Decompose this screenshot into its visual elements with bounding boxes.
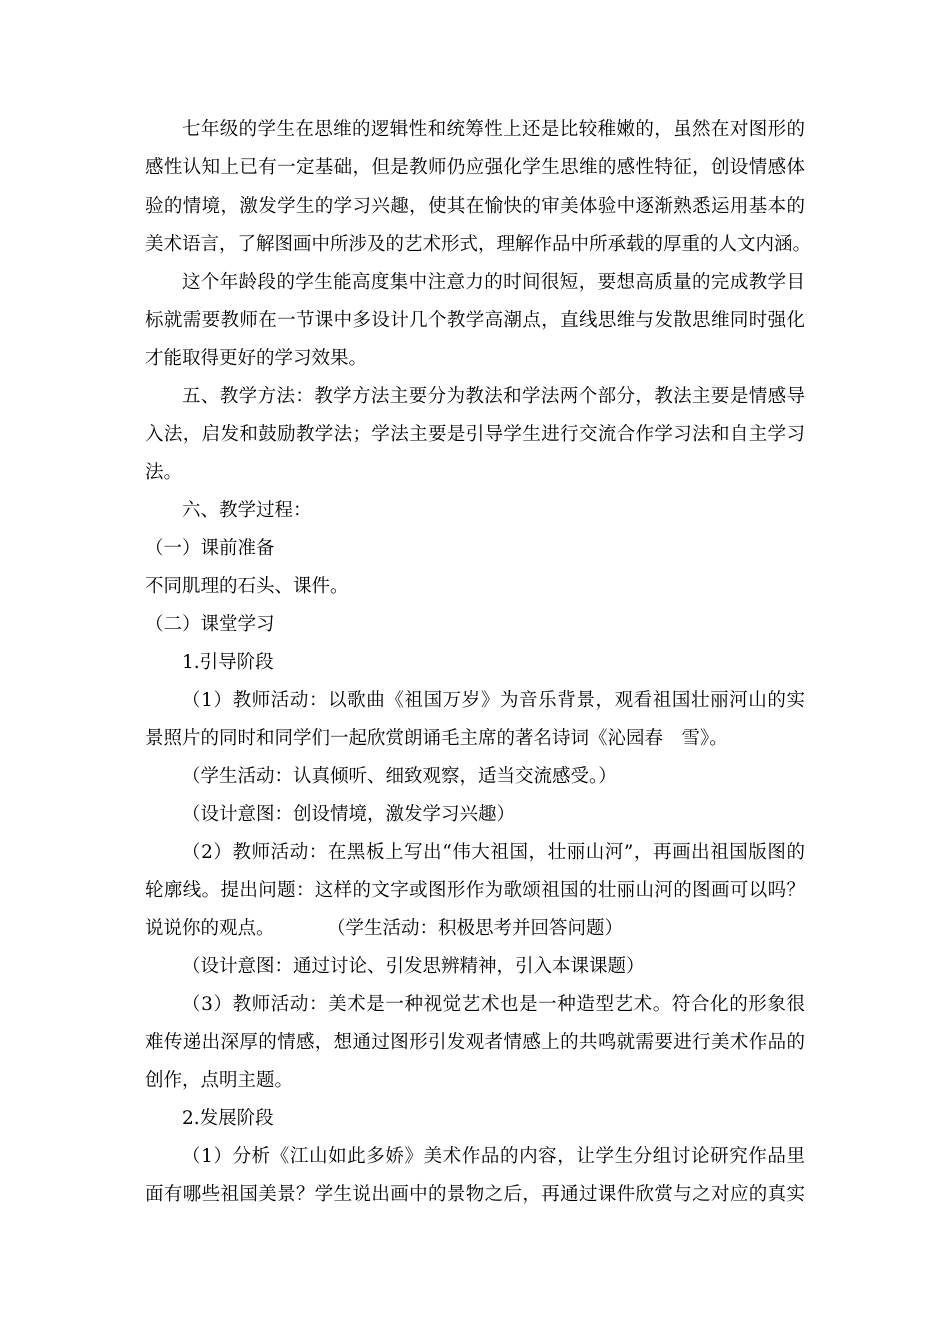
design-intent: （设计意图：创设情境，激发学习兴趣） — [182, 804, 516, 825]
paragraph-line: （3）教师活动：美术是一种视觉艺术也是一种造型艺术。符合化的形象很 — [182, 994, 805, 1015]
paragraph-line: （1）分析《江山如此多娇》美术作品的内容，让学生分组讨论研究作品里 — [182, 1146, 805, 1167]
paragraph-line: 美术语言，了解图画中所涉及的艺术形式，理解作品中所承载的厚重的人文内涵。 — [145, 234, 812, 255]
student-activity: （学生活动：积极思考并回答问题） — [327, 918, 624, 939]
paragraph-line: 轮廓线。提出问题：这样的文字或图形作为歌颂祖国的壮丽山河的图画可以吗？ — [145, 880, 805, 901]
stage-heading: 1.引导阶段 — [182, 652, 274, 673]
paragraph-line: 难传递出深厚的情感，想通过图形引发观者情感上的共鸣就需要进行美术作品的 — [145, 1032, 805, 1053]
paragraph-line: 才能取得更好的学习效果。 — [145, 348, 368, 369]
paragraph-line: 景照片的同时和同学们一起欣赏朗诵毛主席的著名诗词《沁园春 雪》。 — [145, 728, 728, 749]
paragraph-line: 面有哪些祖国美景？学生说出画中的景物之后，再通过课件欣赏与之对应的真实 — [145, 1184, 805, 1205]
paragraph-line: 入法，启发和鼓励教学法；学法主要是引导学生进行交流合作学习法和自主学习 — [145, 424, 805, 445]
paragraph-line: 七年级的学生在思维的逻辑性和统筹性上还是比较稚嫩的，虽然在对图形的 — [182, 119, 805, 140]
paragraph-line: 验的情境，激发学生的学习兴趣，使其在愉快的审美体验中逐渐熟悉运用基本的 — [145, 196, 805, 217]
subsection-heading: （二）课堂学习 — [145, 614, 275, 635]
paragraph-line: 说说你的观点。 — [145, 918, 275, 939]
stage-heading: 2.发展阶段 — [182, 1108, 274, 1129]
paragraph-line: 五、教学方法：教学方法主要分为教法和学法两个部分，教法主要是情感导 — [182, 386, 805, 407]
subsection-heading: （一）课前准备 — [145, 538, 275, 559]
student-activity: （学生活动：认真倾听、细致观察，适当交流感受。） — [182, 766, 617, 787]
paragraph-line: （2）教师活动：在黑板上写出“伟大祖国，壮丽山河”，再画出祖国版图的 — [182, 842, 805, 863]
section-heading: 六、教学过程： — [182, 500, 312, 521]
paragraph-line: 不同肌理的石头、课件。 — [145, 576, 349, 597]
paragraph-line: 法。 — [145, 462, 183, 483]
paragraph-line: 标就需要教师在一节课中多设计几个教学高潮点，直线思维与发散思维同时强化 — [145, 310, 805, 331]
paragraph-line: 这个年龄段的学生能高度集中注意力的时间很短，要想高质量的完成教学目 — [182, 272, 805, 293]
design-intent: （设计意图：通过讨论、引发思辨精神，引入本课课题） — [182, 956, 645, 977]
paragraph-line: 创作，点明主题。 — [145, 1070, 294, 1091]
paragraph-line: 感性认知上已有一定基础，但是教师仍应强化学生思维的感性特征，创设情感体 — [145, 157, 805, 178]
paragraph-line: （1）教师活动：以歌曲《祖国万岁》为音乐背景，观看祖国壮丽河山的实 — [182, 690, 805, 711]
